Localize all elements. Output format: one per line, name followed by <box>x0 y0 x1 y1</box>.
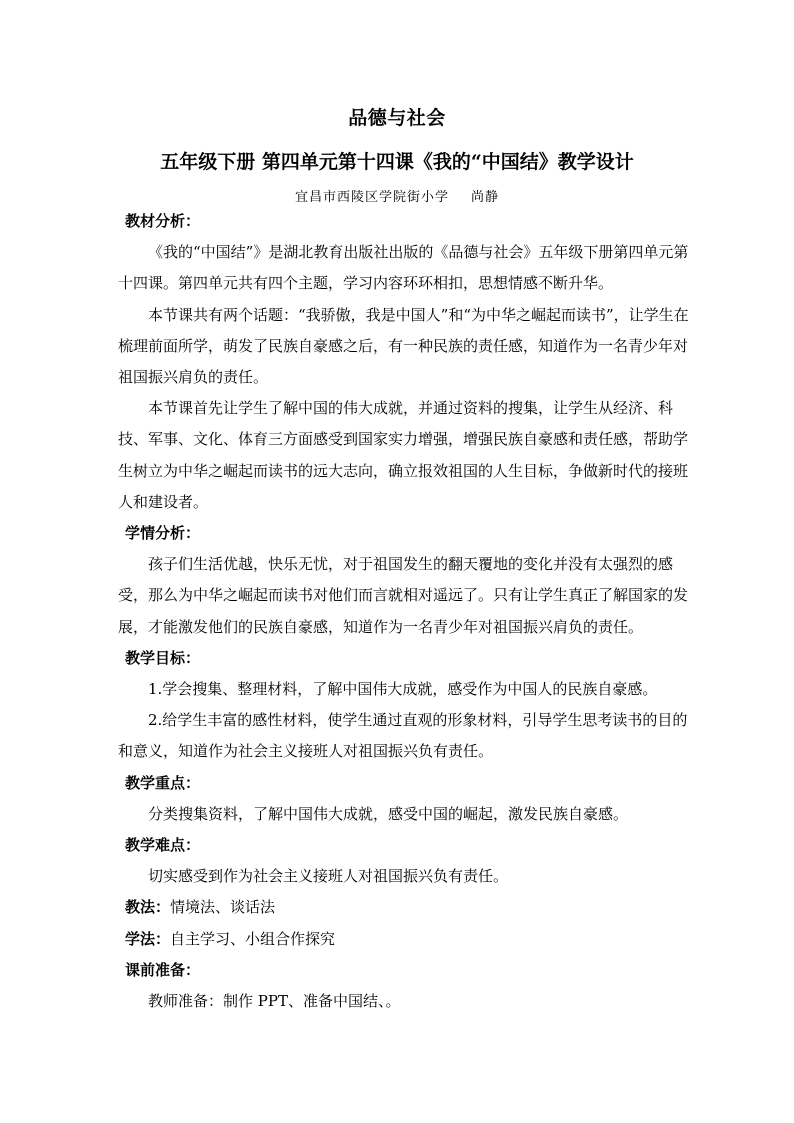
teaching-goals-heading: 教学目标： <box>125 648 201 667</box>
author-line <box>0 186 794 205</box>
document-body <box>118 206 693 1017</box>
teaching-method-line <box>118 892 693 923</box>
learner-analysis-heading: 学情分析： <box>125 524 201 543</box>
material-analysis-paragraph-1: 《我的“中国结”》是湖北教育出版社出版的《品德与社会》五年级下册第四单元第十四课。第四单元共有四个主题，学习内容环环相扣，思想情感不断升华。 <box>118 243 689 293</box>
material-analysis-paragraph-2: 本节课共有两个话题：“我骄傲，我是中国人”和“为中华之崛起而读书”，让学生在梳理前面所学，萌发了民族自豪感之后，有一种民族的责任感，知道作为一名青少年对祖国振兴肩负的责任。 <box>118 305 689 387</box>
preparation-heading: 课前准备： <box>125 960 201 979</box>
document-subtitle: 五年级下册 第四单元第十四课《我的“中国结》教学设计 <box>160 151 634 173</box>
teaching-method-label: 教法： <box>125 898 171 917</box>
teaching-goal-item-1: 1.学会搜集、整理材料，了解中国伟大成就，感受作为中国人的民族自豪感。 <box>148 680 658 699</box>
material-analysis-heading: 教材分析： <box>125 212 201 230</box>
author-school: 宜昌市西陵区学院街小学 <box>294 190 449 205</box>
learning-method-label: 学法： <box>125 929 171 948</box>
difficulties-heading: 教学难点： <box>125 836 201 855</box>
learner-analysis-paragraph: 孩子们生活优越，快乐无忧，对于祖国发生的翻天覆地的变化并没有太强烈的感受，那么为中华之崛起而读书对他们而言就相对遥远了。只有让学生真正了解国家的发展，才能激发他们的民族自豪感，知道作为一名青少年对祖国振兴肩负的责任。 <box>118 555 689 636</box>
author-name: 尚静 <box>471 190 500 205</box>
key-points-paragraph: 分类搜集资料，了解中国伟大成就，感受中国的崛起，激发民族自豪感。 <box>148 804 629 823</box>
material-analysis-paragraph-3: 本节课首先让学生了解中国的伟大成就，并通过资料的搜集，让学生从经济、科技、军事、文化、体育三方面感受到国家实力增强，增强民族自豪感和责任感，帮助学生树立为中华之崛起而读书的远大志向，确立报效祖国的人生目标，争做新时代的接班人和建设者。 <box>118 399 689 511</box>
learning-method-value: 自主学习、小组合作探究 <box>170 929 336 948</box>
document-title: 品德与社会 <box>348 107 446 129</box>
key-points-heading: 教学重点： <box>125 773 201 792</box>
preparation-paragraph: 教师准备：制作 PPT、准备中国结、。 <box>148 992 401 1011</box>
teaching-method-value: 情境法、谈话法 <box>170 898 276 917</box>
learning-method-line <box>118 924 693 955</box>
difficulties-paragraph: 切实感受到作为社会主义接班人对祖国振兴负有责任。 <box>148 867 509 886</box>
teaching-goal-item-2: 2.给学生丰富的感性材料，使学生通过直观的形象材料，引导学生思考读书的目的和意义，知道作为社会主义接班人对祖国振兴负有责任。 <box>118 711 688 761</box>
